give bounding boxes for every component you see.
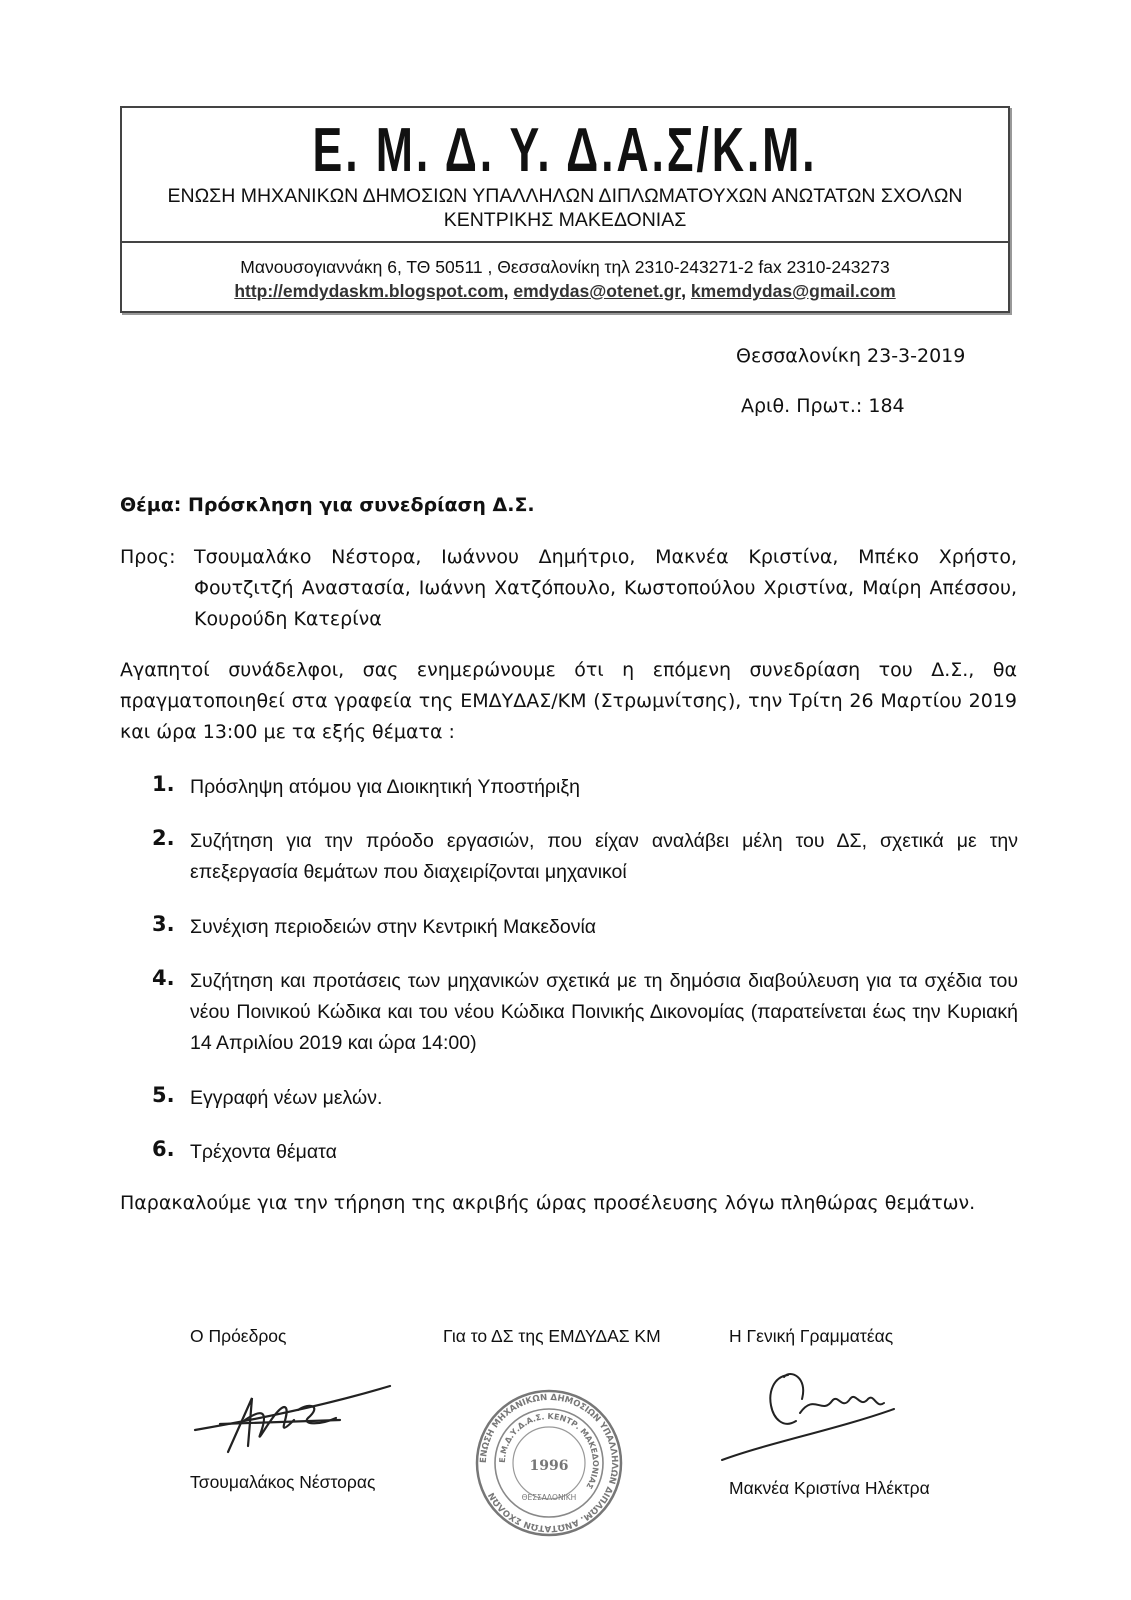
board-title: Για το ΔΣ της ΕΜΔΥΔΑΣ ΚΜ [443,1326,661,1346]
agenda-number: 5. [152,1083,175,1107]
president-signature-icon [190,1380,395,1460]
agenda-number: 2. [152,826,175,850]
org-name-line2: ΚΕΝΤΡΙΚΗΣ ΜΑΚΕΔΟΝΙΑΣ [443,209,687,231]
intro-paragraph: Αγαπητοί συνάδελφοι, σας ενημερώνουμε ότι η επόμενη συνεδρίαση του Δ.Σ., θα πραγματοποιηθεί στα γραφεία της ΕΜΔΥΔΑΣ/ΚΜ (Στρωμνίτσης), την Τρίτη 26 Μαρτίου 2019 και ώρα 13:00 με τα εξής θέματα : [120,659,1017,743]
letterhead-divider [122,241,1008,243]
email-link-1[interactable]: emdydas@otenet.gr [513,281,682,301]
subject-line: Θέμα: Πρόσκληση για συνεδρίαση Δ.Σ. [120,494,535,516]
stamp-year: 1996 [529,1458,569,1474]
president-name: Τσουμαλάκος Νέστορας [190,1472,376,1492]
agenda-number: 4. [152,966,175,990]
email-link-2[interactable]: kmemdydas@gmail.com [690,281,896,301]
protocol-number: Αριθ. Πρωτ.: 184 [741,395,905,417]
recipients-names: Τσουμαλάκο Νέστορα, Ιωάννου Δημήτριο, Μακνέα Κριστίνα, Μπέκο Χρήστο, Φουτζιτζή Αναστασία, Ιωάννη Χατζόπουλο, Κωστοπούλου Χριστίνα, Μαίρη Απέσσου, Κουρούδη Κατερίνα [194,546,1017,630]
link-separator: , [503,281,514,301]
blog-link[interactable]: http://emdydaskm.blogspot.com [234,281,504,301]
president-title: Ο Πρόεδρος [190,1326,287,1346]
org-full-name [122,184,1008,232]
agenda-number: 3. [152,912,175,936]
agenda-text: Τρέχοντα θέματα [190,1141,337,1163]
org-address: Μανουσογιαννάκη 6, ΤΘ 50511 , Θεσσαλονίκη τηλ 2310-243271-2 fax 2310-243273 [240,257,890,277]
organization-stamp-icon [474,1388,624,1538]
recipients-label: Προς: [120,546,176,568]
link-separator: , [681,281,691,301]
document-date: Θεσσαλονίκη 23-3-2019 [736,345,966,367]
letterhead [120,106,1010,313]
agenda-text: Συζήτηση και προτάσεις των μηχανικών σχετικά με τη δημόσια διαβούλευση για τα σχέδια του νέου Ποινικού Κώδικα και του νέου Κώδικα Ποινικής Δικονομίας (παρατείνεται έως την Κυριακή 14 Απριλίου 2019 και ώρα 14:00) [190,970,1018,1054]
org-links [122,279,1008,303]
secretary-name: Μακνέα Κριστίνα Ηλέκτρα [729,1478,930,1498]
stamp-outer-text: ΕΝΩΣΗ ΜΗΧΑΝΙΚΩΝ ΔΗΜΟΣΙΩΝ ΥΠΑΛΛΗΛΩΝ ΔΙΠΛΩΜ. ΑΝΩΤΑΤΩΝ ΣΧΟΛΩΝ [478,1392,620,1534]
secretary-signature-icon [718,1365,898,1465]
agenda-text: Συζήτηση για την πρόοδο εργασιών, που είχαν αναλάβει μέλη του ΔΣ, σχετικά με την επεξεργασία θεμάτων που διαχειρίζονται μηχανικοί [190,830,1018,883]
agenda-number: 1. [152,772,175,796]
recipients [120,542,1017,635]
org-name-line1: ΕΝΩΣΗ ΜΗΧΑΝΙΚΩΝ ΔΗΜΟΣΙΩΝ ΥΠΑΛΛΗΛΩΝ ΔΙΠΛΩΜΑΤΟΥΧΩΝ ΑΝΩΤΑΤΩΝ ΣΧΟΛΩΝ [167,185,963,207]
agenda-text: Εγγραφή νέων μελών. [190,1087,383,1109]
secretary-title: Η Γενική Γραμματέας [729,1326,894,1346]
stamp-city: ΘΕΣΣΑΛΟΝΙΚΗ [521,1493,577,1502]
agenda-text: Πρόσληψη ατόμου για Διοικητική Υποστήριξη [190,776,580,798]
closing-paragraph: Παρακαλούμε για την τήρηση της ακριβής ώρας προσέλευσης λόγω πληθώρας θεμάτων. [120,1192,976,1214]
stamp-inner-text: Ε.Μ.Δ.Υ.Δ.Α.Σ. ΚΕΝΤΡ. ΜΑΚΕΔΟΝΙΑΣ [497,1411,601,1491]
org-logo-title: Ε. Μ. Δ. Υ. Δ.Α.Σ/Κ.Μ. [312,116,818,185]
agenda-number: 6. [152,1137,175,1161]
agenda-text: Συνέχιση περιοδειών στην Κεντρική Μακεδονία [190,916,597,938]
